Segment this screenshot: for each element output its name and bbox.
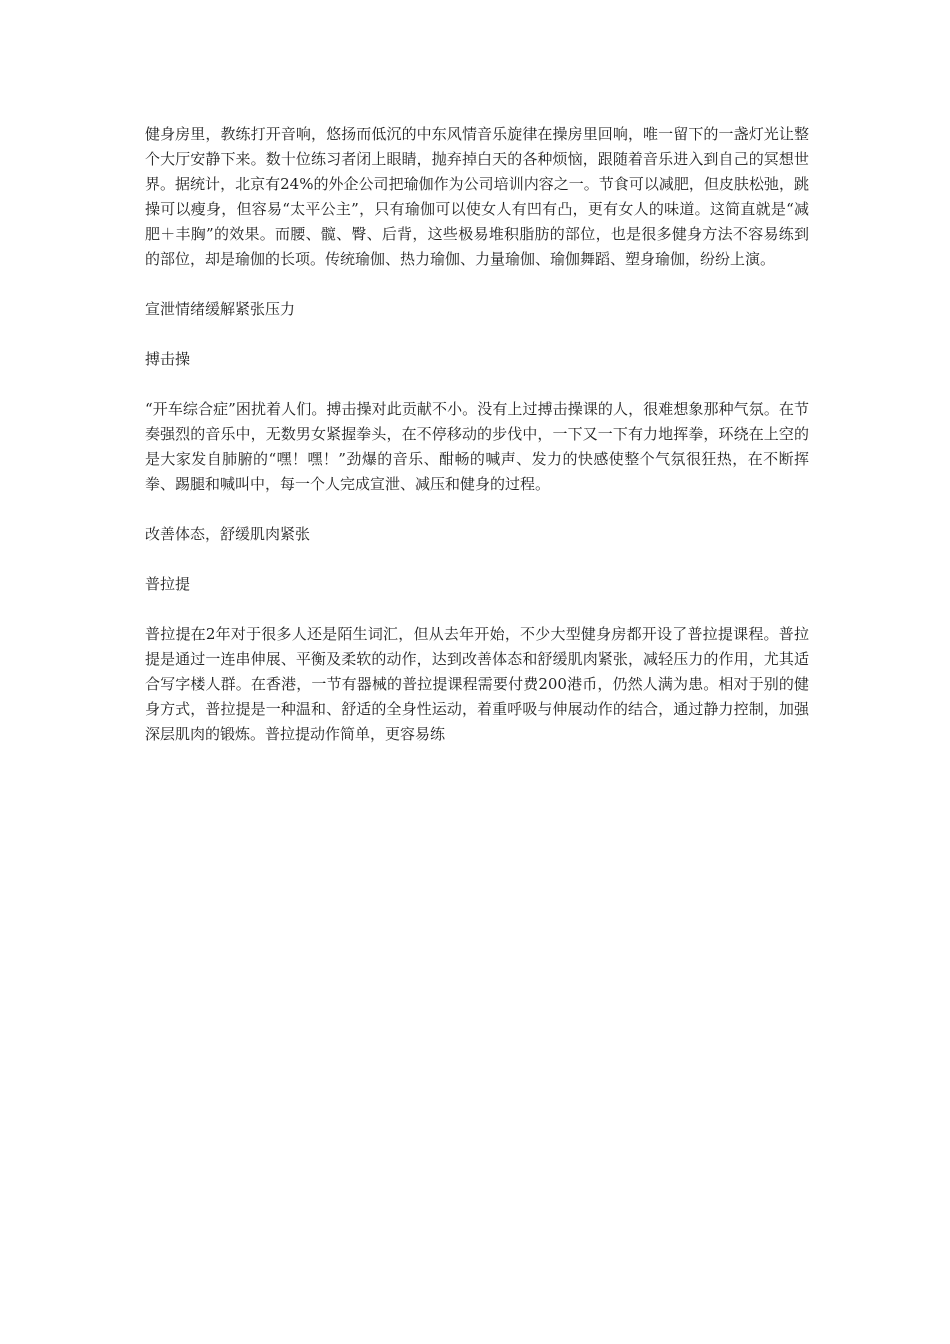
document-page	[145, 122, 809, 772]
section-heading-kickboxing: 搏击操	[145, 350, 191, 368]
paragraph-yoga: 健身房里，教练打开音响，悠扬而低沉的中东风情音乐旋律在操房里回响，唯一留下的一盏灯光让整个大厅安静下来。数十位练习者闭上眼睛，抛弃掉白天的各种烦恼，跟随着音乐进入到自己的冥想世界。据统计，北京有24%的外企公司把瑜伽作为公司培训内容之一。节食可以减肥，但皮肤松弛，跳操可以瘦身，但容易“太平公主”，只有瑜伽可以使女人有凹有凸，更有女人的味道。这简直就是“减肥＋丰胸”的效果。而腰、髋、臀、后背，这些极易堆积脂肪的部位，也是很多健身方法不容易练到的部位，却是瑜伽的长项。传统瑜伽、热力瑜伽、力量瑜伽、瑜伽舞蹈、塑身瑜伽，纷纷上演。	[145, 125, 809, 268]
section-heading-pilates: 普拉提	[145, 575, 191, 593]
paragraph-pilates: 普拉提在2年对于很多人还是陌生词汇，但从去年开始，不少大型健身房都开设了普拉提课程。普拉提是通过一连串伸展、平衡及柔软的动作，达到改善体态和舒缓肌肉紧张，减轻压力的作用，尤其适合写字楼人群。在香港，一节有器械的普拉提课程需要付费200港币，仍然人满为患。相对于别的健身方式，普拉提是一种温和、舒适的全身性运动，着重呼吸与伸展动作的结合，通过静力控制，加强深层肌肉的锻炼。普拉提动作简单，更容易练	[145, 625, 809, 743]
section-heading-stress-relief: 宣泄情绪缓解紧张压力	[145, 300, 296, 318]
section-heading-posture: 改善体态，舒缓肌肉紧张	[145, 525, 311, 543]
paragraph-kickboxing: “开车综合症”困扰着人们。搏击操对此贡献不小。没有上过搏击操课的人，很难想象那种气氛。在节奏强烈的音乐中，无数男女紧握拳头，在不停移动的步伐中，一下又一下有力地挥拳，环绕在上空的是大家发自肺腑的“嘿！嘿！”劲爆的音乐、酣畅的喊声、发力的快感使整个气氛很狂热，在不断挥拳、踢腿和喊叫中，每一个人完成宣泄、减压和健身的过程。	[145, 400, 809, 493]
